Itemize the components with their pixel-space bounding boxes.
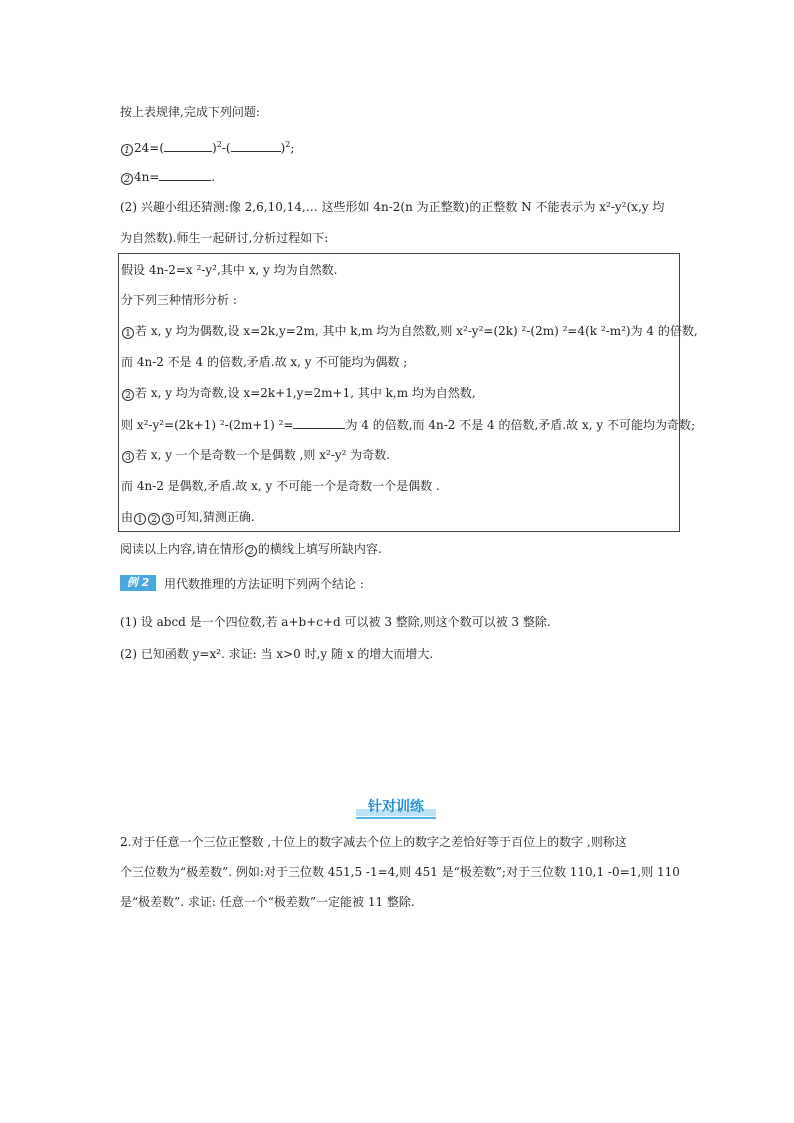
circled-number-2: 2 [148, 513, 160, 525]
example-badge: 例 2 [120, 575, 156, 591]
exercise-line-3: 是“极差数”. 求证: 任意一个“极差数”一定能被 11 整除. [120, 895, 415, 909]
answer-blank[interactable] [293, 416, 345, 429]
answer-blank[interactable] [164, 139, 212, 152]
box-conclusion: 由 1 2 3 可知,猜测正确. [121, 510, 255, 525]
question-2: 2 4n= . [120, 168, 215, 185]
circled-number-3: 3 [122, 451, 134, 463]
intro-text: 按上表规律,完成下列问题: [120, 105, 260, 119]
box-case-1-cont: 而 4n-2 不是 4 的倍数,矛盾.故 x, y 不可能均为偶数 ; [121, 355, 408, 369]
reading-instruction: 阅读以上内容,请在情形 2 的横线上填写所缺内容. [120, 542, 382, 557]
example-title: 用代数推理的方法证明下列两个结论 : [164, 577, 364, 591]
example-part-1: (1) 设 abcd 是一个四位数,若 a+b+c+d 可以被 3 整除,则这个数可以被 3 整除. [120, 615, 551, 629]
exercise-line-1: 2.对于任意一个三位正整数 ,十位上的数字减去个位上的数字之差恰好等于百位上的数字 ,则称这 [120, 835, 627, 849]
circled-number-2: 2 [122, 389, 134, 401]
box-case-2-cont: 则 x²-y²=(2k+1) ²-(2m+1) ²= 为 4 的倍数,而 4n-2 不是 4 的倍数,矛盾.故 x, y 不可能均为奇数; [121, 418, 695, 432]
section-title: 针对训练 [356, 797, 436, 817]
box-line-cases: 分下列三种情形分析 : [121, 293, 237, 307]
box-case-2: 2 若 x, y 均为奇数,设 x=2k+1,y=2m+1, 其中 k,m 均为自然数, [121, 385, 476, 401]
box-case-3-cont: 而 4n-2 是偶数,矛盾.故 x, y 不可能一个是奇数一个是偶数 . [121, 479, 440, 493]
circled-number-2: 2 [121, 173, 133, 185]
circled-number-3: 3 [162, 513, 174, 525]
circled-number-2: 2 [245, 545, 257, 557]
circled-number-1: 1 [122, 327, 134, 339]
box-case-1: 1 若 x, y 均为偶数,设 x=2k,y=2m, 其中 k,m 均为自然数,则 x²-y²=(2k) ²-(2m) ²=4(k ²-m²)为 4 的倍数, [121, 323, 698, 339]
analysis-box [118, 253, 698, 532]
part-2-line-1: (2) 兴趣小组还猜测:像 2,6,10,14,… 这些形如 4n-2(n 为正整数)的正整数 N 不能表示为 x²-y²(x,y 均 [120, 200, 665, 214]
question-1: 1 24=( )$^2$-( )$^2$; [120, 137, 294, 156]
exercise-line-2: 个三位数为“极差数”. 例如:对于三位数 451,5 -1=4,则 451 是“极差数”;对于三位数 110,1 -0=1,则 110 [120, 865, 680, 879]
section-title-underline [356, 817, 436, 819]
box-line-assume: 假设 4n-2=x ²-y²,其中 x, y 均为自然数. [121, 263, 338, 277]
circled-number-1: 1 [121, 144, 133, 156]
box-case-3: 3 若 x, y 一个是奇数一个是偶数 ,则 x²-y² 为奇数. [121, 447, 390, 463]
answer-blank[interactable] [231, 139, 281, 152]
answer-blank[interactable] [159, 168, 211, 181]
circled-number-1: 1 [134, 513, 146, 525]
part-2-line-2: 为自然数).师生一起研讨,分析过程如下: [120, 231, 329, 245]
example-part-2: (2) 已知函数 y=x². 求证: 当 x>0 时,y 随 x 的增大而增大. [120, 647, 434, 661]
